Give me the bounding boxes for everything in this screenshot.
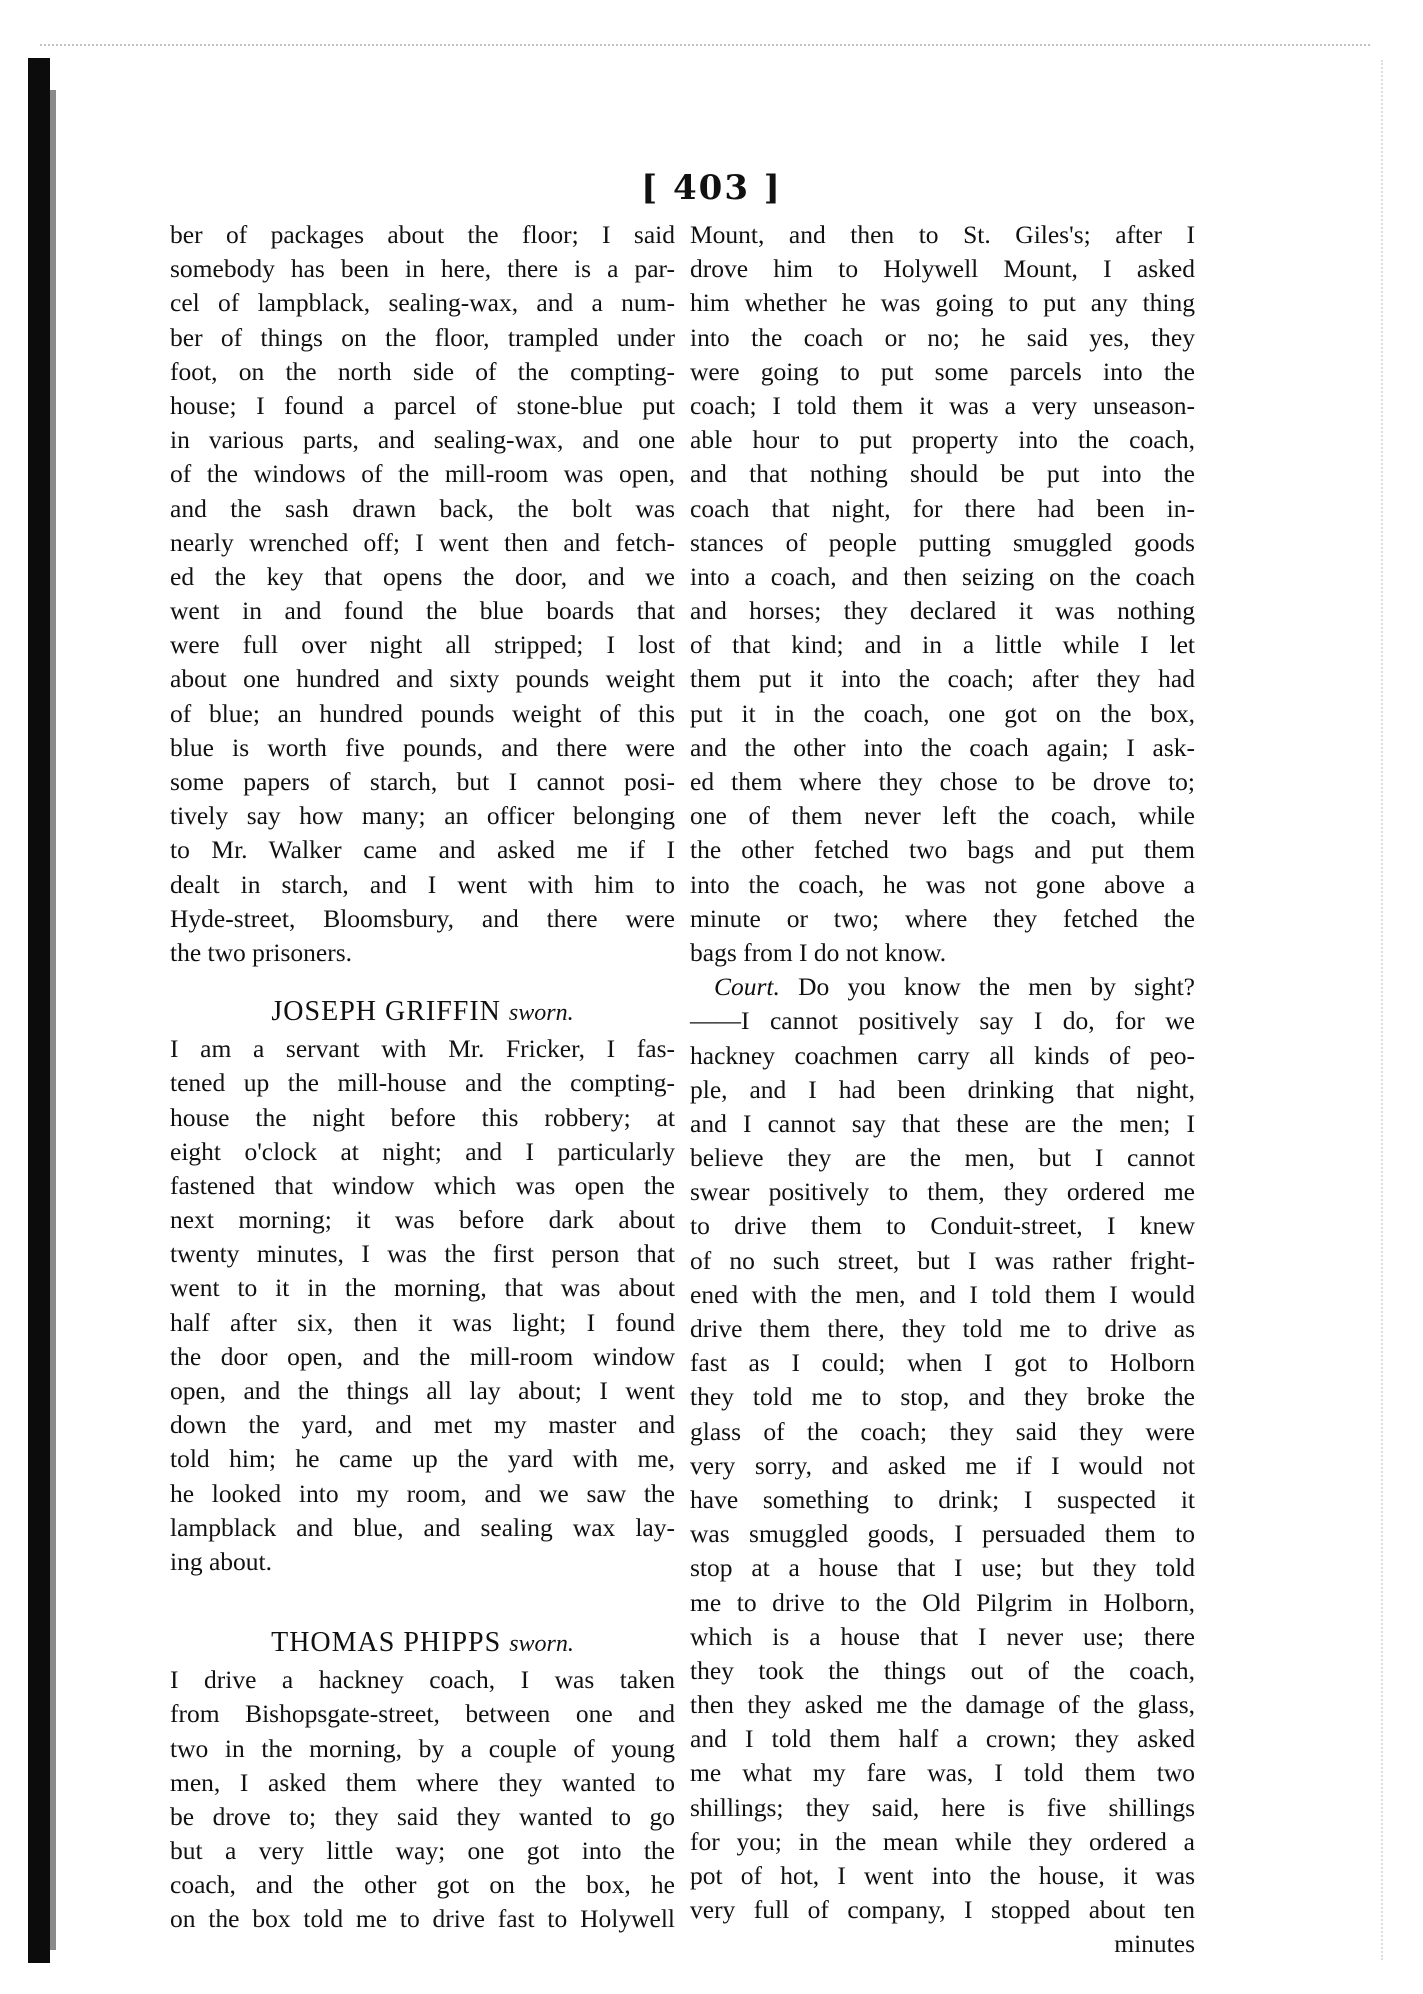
text-line: was smuggled goods, I persuaded them to [690, 1519, 1195, 1549]
text-line: down the yard, and met my master and [170, 1410, 675, 1440]
text-line: lampblack and blue, and sealing wax lay- [170, 1512, 675, 1542]
text-line: ple, and I had been drinking that night, [690, 1074, 1195, 1104]
text-line: put it in the coach, one got on the box, [690, 698, 1195, 728]
sworn-label: sworn. [509, 1631, 574, 1658]
court-question-line [690, 970, 1195, 1004]
paragraph-gap [170, 970, 675, 992]
text-line: men, I asked them where they wanted to [170, 1767, 675, 1797]
text-line: for you; in the mean while they ordered a [690, 1826, 1195, 1856]
text-line: ed them where they chose to be drove to; [690, 767, 1195, 796]
text-line: foot, on the north side of the compting- [170, 356, 675, 386]
text-line: which is a house that I never use; there [690, 1621, 1195, 1651]
text-line: be drove to; they said they wanted to go [170, 1801, 675, 1831]
text-line: pot of hot, I went into the house, it was [690, 1861, 1195, 1890]
text-line: some papers of starch, but I cannot posi- [170, 767, 675, 796]
text-line: Mount, and then to St. Giles's; after I [690, 220, 1195, 249]
text-line: in various parts, and sealing-wax, and one [170, 425, 675, 455]
text-line: him whether he was going to put any thing [690, 288, 1195, 318]
text-line: told him; he came up the yard with me, [170, 1444, 675, 1474]
catchword: minutes [1114, 1929, 1195, 1959]
text-line: able hour to put property into the coach, [690, 425, 1195, 455]
text-line: them put it into the coach; after they had [690, 664, 1195, 694]
text-line: ed the key that opens the door, and we [170, 561, 675, 591]
text-line: ing about. [170, 1546, 272, 1576]
paragraph-gap [170, 1579, 675, 1623]
text-line: I am a servant with Mr. Fricker, I fas- [170, 1034, 675, 1064]
scan-binding-shadow [28, 58, 50, 1963]
text-line: about one hundred and sixty pounds weight [170, 664, 675, 694]
text-line: have something to drink; I suspected it [690, 1484, 1195, 1514]
text-line: were going to put some parcels into the [690, 356, 1195, 386]
text-line: into a coach, and then seizing on the coach [690, 561, 1195, 591]
text-line: I drive a hackney coach, I was taken [170, 1665, 675, 1695]
text-line: and the sash drawn back, the bolt was [170, 493, 675, 523]
text-line: glass of the coach; they said they were [690, 1416, 1195, 1446]
text-line: house the night before this robbery; at [170, 1102, 675, 1132]
text-line: of the windows of the mill-room was open, [170, 459, 675, 489]
text-line: nearly wrenched off; I went then and fetch- [170, 527, 675, 557]
scan-binding-shadow-inner [50, 90, 56, 1950]
text-line: of no such street, but I was rather fright- [690, 1245, 1195, 1275]
text-line: believe they are the men, but I cannot [690, 1143, 1195, 1173]
text-line: open, and the things all lay about; I went [170, 1376, 675, 1405]
witness-name: THOMAS PHIPPS [271, 1627, 502, 1659]
text-line: dealt in starch, and I went with him to [170, 869, 675, 899]
text-line: the two prisoners. [170, 937, 353, 967]
text-line: ——I cannot positively say I do, for we [690, 1006, 1195, 1036]
text-line: and horses; they declared it was nothing [690, 596, 1195, 626]
scan-right-noise [1377, 60, 1383, 1960]
text-line: were full over night all stripped; I lost [170, 630, 675, 660]
text-line: twenty minutes, I was the first person that [170, 1239, 675, 1269]
text-line: they told me to stop, and they broke the [690, 1382, 1195, 1412]
text-line: very full of company, I stopped about ten [690, 1895, 1195, 1925]
page-number: [ 403 ] [641, 168, 782, 208]
left-column [170, 218, 675, 1937]
text-line: they took the things out of the coach, [690, 1655, 1195, 1685]
text-line: coach; I told them it was a very unseason- [690, 390, 1195, 420]
text-line: coach, and the other got on the box, he [170, 1870, 675, 1900]
sworn-label: sworn. [508, 1000, 574, 1027]
text-line: stop at a house that I use; but they told [690, 1553, 1195, 1583]
text-line: me what my fare was, I told them two [690, 1758, 1195, 1788]
text-line: one of them never left the coach, while [690, 801, 1195, 831]
text-line: to Mr. Walker came and asked me if I [170, 835, 675, 865]
text-line: swear positively to them, they ordered me [690, 1177, 1195, 1207]
text-line: coach that night, for there had been in- [690, 493, 1195, 523]
text-line: but a very little way; one got into the [170, 1836, 675, 1866]
witness-heading-phipps [170, 1623, 675, 1663]
court-label: Court. [714, 972, 780, 1002]
text-line: he looked into my room, and we saw the [170, 1478, 675, 1508]
text-line: ber of packages about the floor; I said [170, 220, 675, 249]
text-line: me to drive to the Old Pilgrim in Holborn, [690, 1587, 1195, 1617]
court-question: Do you know the men by sight? [798, 972, 1195, 1002]
text-line: Hyde-street, Bloomsbury, and there were [170, 903, 675, 933]
text-line: the other fetched two bags and put them [690, 835, 1195, 865]
text-line: fastened that window which was open the [170, 1170, 675, 1200]
witness-name: JOSEPH GRIFFIN [271, 996, 501, 1028]
text-line: into the coach, he was not gone above a [690, 869, 1195, 899]
text-line: bags from I do not know. [690, 937, 947, 967]
text-line: minute or two; where they fetched the [690, 903, 1195, 933]
text-line: of blue; an hundred pounds weight of this [170, 698, 675, 728]
text-line: shillings; they said, here is five shillings [690, 1792, 1195, 1822]
text-line: house; I found a parcel of stone-blue put [170, 390, 675, 420]
text-line: of that kind; and in a little while I let [690, 630, 1195, 660]
text-line: half after six, then it was light; I found [170, 1307, 675, 1337]
text-line: then they asked me the damage of the glass, [690, 1690, 1195, 1720]
text-line: into the coach or no; he said yes, they [690, 322, 1195, 352]
text-line: to drive them to Conduit-street, I knew [690, 1211, 1195, 1241]
text-line: hackney coachmen carry all kinds of peo- [690, 1040, 1195, 1070]
text-line: eight o'clock at night; and I particularly [170, 1136, 675, 1166]
text-line: tened up the mill-house and the compting- [170, 1068, 675, 1098]
text-line: and that nothing should be put into the [690, 459, 1195, 489]
text-line: went in and found the blue boards that [170, 596, 675, 626]
text-line: tively say how many; an officer belonging [170, 801, 675, 831]
text-line: and I cannot say that these are the men; I [690, 1108, 1195, 1138]
text-line: and I told them half a crown; they asked [690, 1724, 1195, 1754]
text-line: drive them there, they told me to drive as [690, 1314, 1195, 1343]
text-line: ened with the men, and I told them I would [690, 1279, 1195, 1309]
text-line: somebody has been in here, there is a par- [170, 254, 675, 284]
text-line: blue is worth five pounds, and there were [170, 732, 675, 762]
text-line: next morning; it was before dark about [170, 1205, 675, 1235]
text-line: and the other into the coach again; I ask- [690, 732, 1195, 762]
text-line: drove him to Holywell Mount, I asked [690, 254, 1195, 284]
text-line: very sorry, and asked me if I would not [690, 1450, 1195, 1480]
scan-top-noise [40, 44, 1370, 68]
text-line: went to it in the morning, that was about [170, 1273, 675, 1303]
text-line: from Bishopsgate-street, between one and [170, 1699, 675, 1729]
text-line: on the box told me to drive fast to Holywell [170, 1904, 675, 1934]
text-line: cel of lampblack, sealing-wax, and a num- [170, 288, 675, 318]
witness-heading-griffin [170, 992, 675, 1032]
right-column [690, 218, 1195, 1962]
text-line: the door open, and the mill-room window [170, 1341, 675, 1371]
text-line: fast as I could; when I got to Holborn [690, 1348, 1195, 1378]
text-line: ber of things on the floor, trampled under [170, 322, 675, 352]
text-line: two in the morning, by a couple of young [170, 1733, 675, 1763]
text-line: stances of people putting smuggled goods [690, 527, 1195, 557]
